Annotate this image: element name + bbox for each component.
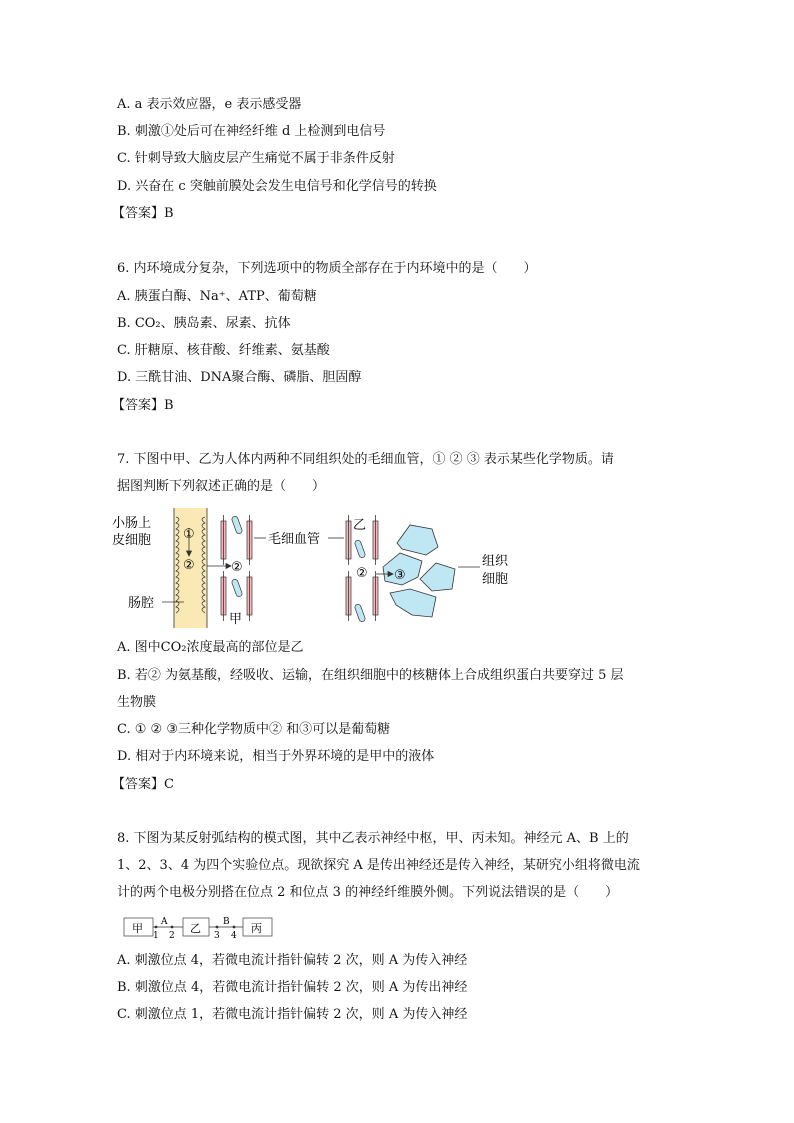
q7-option-a: A. 图中CO₂浓度最高的部位是乙 bbox=[117, 640, 304, 655]
q8-option-a: A. 刺激位点 4，若微电流计指针偏转 2 次，则 A 为传入神经 bbox=[117, 953, 468, 968]
q7-stem-line1: 7. 下图中甲、乙为人体内两种不同组织处的毛细血管，① ② ③ 表示某些化学物质。请 bbox=[117, 452, 614, 467]
q7-option-c: C. ① ② ③三种化学物质中② 和③可以是葡萄糖 bbox=[117, 722, 391, 737]
q8-stem-line2: 1、2、3、4 为四个实验位点。现欲探究 A 是传出神经还是传入神经，某研究小组将微电流 bbox=[117, 858, 640, 873]
label-a: A bbox=[161, 917, 168, 927]
point-4: 4 bbox=[231, 931, 237, 941]
label-lumen: 肠腔 bbox=[128, 596, 155, 611]
q7-option-d: D. 相对于内环境来说，相当于外界环境的是甲中的液体 bbox=[117, 749, 435, 764]
q6-answer: 【答案】B bbox=[112, 398, 174, 413]
q8-stem-line1: 8. 下图为某反射弧结构的模式图，其中乙表示神经中枢，甲、丙未知。神经元 A、B 上的 bbox=[117, 831, 629, 846]
label-jia: 甲 bbox=[132, 922, 143, 935]
point-2: 2 bbox=[169, 931, 175, 941]
q8-option-b: B. 刺激位点 4，若微电流计指针偏转 2 次，则 A 为传出神经 bbox=[117, 980, 468, 995]
q7-answer: 【答案】C bbox=[112, 777, 174, 792]
label-jia: 甲 bbox=[229, 612, 243, 627]
q7-option-b-cont: 生物膜 bbox=[117, 695, 157, 710]
q5-answer: 【答案】B bbox=[112, 206, 174, 221]
label-b: B bbox=[223, 917, 230, 927]
capillary-diagram bbox=[110, 505, 530, 630]
q6-option-a: A. 胰蛋白酶、Na⁺、ATP、葡萄糖 bbox=[117, 289, 317, 304]
q7-option-b: B. 若② 为氨基酸，经吸收、运输，在组织细胞中的核糖体上合成组织蛋白共要穿过 5 层 bbox=[117, 668, 624, 683]
label-epithelial-2: 皮细胞 bbox=[112, 533, 152, 548]
point-3: 3 bbox=[214, 931, 220, 941]
q5-option-c: C. 针刺导致大脑皮层产生痛觉不属于非条件反射 bbox=[117, 151, 395, 166]
q6-stem: 6. 内环境成分复杂，下列选项中的物质全部存在于内环境中的是（ ） bbox=[117, 261, 537, 276]
reflex-arc-diagram bbox=[110, 905, 280, 945]
q5-option-a: A. a 表示效应器，e 表示感受器 bbox=[117, 97, 302, 112]
label-bing: 丙 bbox=[251, 922, 262, 935]
q8-option-c: C. 刺激位点 1，若微电流计指针偏转 2 次，则 A 为传入神经 bbox=[117, 1007, 468, 1022]
marker-3: ③ bbox=[394, 568, 406, 583]
q5-option-b: B. 刺激①处后可在神经纤维 d 上检测到电信号 bbox=[117, 124, 386, 139]
label-capillary: 毛细血管 bbox=[268, 532, 321, 547]
q8-stem-line3: 计的两个电极分别搭在位点 2 和位点 3 的神经纤维膜外侧。下列说法错误的是（ ） bbox=[117, 885, 619, 900]
marker-2a: ② bbox=[183, 558, 195, 573]
label-tissue-1: 组织 bbox=[482, 554, 509, 569]
marker-2b: ② bbox=[231, 560, 243, 575]
q7-stem-line2: 据图判断下列叙述正确的是（ ） bbox=[117, 479, 326, 494]
q5-option-d: D. 兴奋在 c 突触前膜处会发生电信号和化学信号的转换 bbox=[117, 179, 437, 194]
q6-option-b: B. CO₂、胰岛素、尿素、抗体 bbox=[117, 316, 291, 331]
label-epithelial-1: 小肠上 bbox=[112, 516, 152, 531]
point-1: 1 bbox=[153, 931, 159, 941]
label-yi: 乙 bbox=[353, 518, 367, 533]
label-tissue-2: 细胞 bbox=[482, 572, 509, 587]
marker-1: ① bbox=[183, 527, 195, 542]
label-yi: 乙 bbox=[190, 922, 201, 935]
marker-2c: ② bbox=[356, 566, 368, 581]
q6-option-c: C. 肝糖原、核苷酸、纤维素、氨基酸 bbox=[117, 343, 330, 358]
q6-option-d: D. 三酰甘油、DNA聚合酶、磷脂、胆固醇 bbox=[117, 370, 362, 385]
